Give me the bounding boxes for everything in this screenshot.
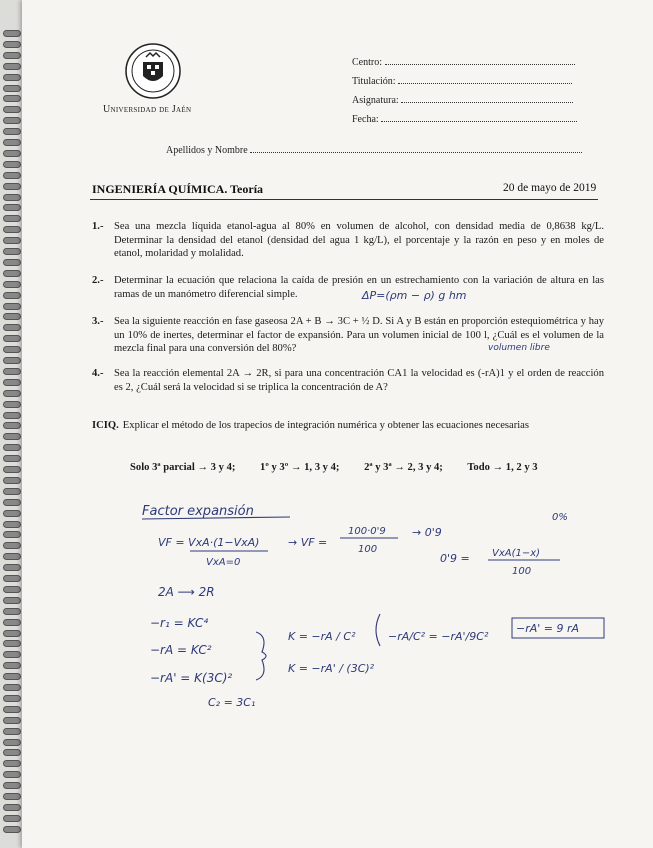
hand-eq2-left: 0'9 =: [440, 552, 470, 565]
spiral-ring: [3, 630, 21, 637]
centro-field[interactable]: [352, 56, 575, 68]
spiral-ring: [3, 760, 21, 767]
spiral-ring: [3, 521, 21, 528]
spiral-ring: [3, 510, 21, 517]
spiral-ring: [3, 106, 21, 113]
spiral-ring: [3, 346, 21, 353]
spiral-ring: [3, 30, 21, 37]
spiral-ring: [3, 651, 21, 658]
hand-eq1-den: VxA=0: [206, 557, 241, 568]
spiral-ring: [3, 728, 21, 735]
spiral-ring: [3, 706, 21, 713]
hand-reaction: 2A ⟶ 2R: [158, 585, 215, 599]
question-4: 4.- Sea la reacción elemental 2A → 2R, si para una concentración CA1 la velocidad es (-rA)1 y el orden de reacción es 2, ¿Cuál será la velocidad si se triplica la concentración de A?: [92, 368, 604, 393]
spiral-ring: [3, 684, 21, 691]
spiral-ring: [3, 771, 21, 778]
spiral-ring: [3, 433, 21, 440]
spiral-ring: [3, 619, 21, 626]
spiral-ring: [3, 237, 21, 244]
spiral-ring: [3, 717, 21, 724]
hand-eq1-mid: → VF =: [288, 536, 328, 549]
spiral-ring: [3, 455, 21, 462]
spiral-ring: [3, 739, 21, 746]
fecha-field[interactable]: [352, 113, 577, 125]
spiral-ring: [3, 477, 21, 484]
fecha-label: Fecha:: [352, 114, 379, 125]
spiral-ring: [3, 804, 21, 811]
option-third: Solo 3ª parcial → 3 y 4;: [130, 462, 236, 473]
spiral-binding: [0, 30, 22, 840]
asignatura-field[interactable]: [352, 94, 573, 106]
spiral-ring: [3, 74, 21, 81]
hand-rate2: −rA = KC²: [150, 643, 212, 657]
asignatura-label: Asignatura:: [352, 95, 399, 106]
spiral-ring: [3, 215, 21, 222]
spiral-ring: [3, 412, 21, 419]
spiral-ring: [3, 41, 21, 48]
spiral-ring: [3, 117, 21, 124]
question-3: 3.- Sea la siguiente reacción en fase gaseosa 2A + B → 3C + ½ D. Si A y B están en proporción estequiométrica y hay un 10% de inertes, determinar el factor de expansión. Para un volumen inicial de 100 l, ¿Cuál es el volumen de la mezcla final para una conversión del 80%?: [92, 316, 604, 354]
spiral-ring: [3, 139, 21, 146]
spiral-ring: [3, 150, 21, 157]
spiral-ring: [3, 815, 21, 822]
hand-rate1: −r₁ = KC⁴: [150, 616, 209, 630]
spiral-ring: [3, 673, 21, 680]
header-divider: [90, 199, 598, 200]
course-title: INGENIERÍA QUÍMICA. Teoría: [92, 182, 264, 196]
hand-eq1-pct: 0%: [552, 512, 568, 523]
hand-q2-note: ΔP=(ρm − ρ) g hm: [362, 289, 467, 302]
spiral-ring: [3, 542, 21, 549]
spiral-ring: [3, 553, 21, 560]
hand-eq1-left: VF = VxA·(1−VxA): [158, 536, 260, 549]
spiral-ring: [3, 390, 21, 397]
spiral-ring: [3, 95, 21, 102]
spiral-ring: [3, 85, 21, 92]
university-seal-icon: [124, 42, 182, 100]
hand-k2: K = −rA' / (3C)²: [288, 662, 375, 675]
spiral-ring: [3, 444, 21, 451]
spiral-ring: [3, 488, 21, 495]
spiral-ring: [3, 204, 21, 211]
option-first-third: 1º y 3º → 1, 3 y 4;: [260, 462, 340, 473]
name-field[interactable]: [166, 144, 582, 156]
exam-date: 20 de mayo de 2019: [503, 182, 597, 194]
spiral-ring: [3, 662, 21, 669]
hand-rate3: −rA' = K(3C)²: [150, 671, 233, 685]
hand-eq1-num: 100·0'9: [348, 526, 386, 537]
hand-c2: C₂ = 3C₁: [208, 696, 256, 709]
option-all: Todo → 1, 2 y 3: [467, 462, 538, 473]
spiral-ring: [3, 597, 21, 604]
spiral-ring: [3, 793, 21, 800]
spiral-ring: [3, 270, 21, 277]
spiral-ring: [3, 357, 21, 364]
hand-k1: K = −rA / C²: [288, 630, 356, 643]
hand-ratio: −rA/C² = −rA'/9C²: [388, 630, 489, 643]
spiral-ring: [3, 226, 21, 233]
spiral-ring: [3, 586, 21, 593]
hand-q3-note: volumen libre: [488, 343, 550, 353]
hand-eq1-right: → 0'9: [412, 526, 442, 539]
spiral-ring: [3, 564, 21, 571]
spiral-ring: [3, 161, 21, 168]
spiral-ring: [3, 194, 21, 201]
spiral-ring: [3, 324, 21, 331]
spiral-ring: [3, 303, 21, 310]
spiral-ring: [3, 335, 21, 342]
spiral-ring: [3, 466, 21, 473]
spiral-ring: [3, 695, 21, 702]
spiral-ring: [3, 128, 21, 135]
spiral-ring: [3, 379, 21, 386]
iciq-question: ICIQ. Explicar el método de los trapecios de integración numérica y obtener las ecuaciones necesarias: [92, 420, 530, 431]
option-second-third: 2ª y 3ª → 2, 3 y 4;: [364, 462, 443, 473]
titulacion-label: Titulación:: [352, 76, 396, 87]
spiral-ring: [3, 531, 21, 538]
spiral-ring: [3, 63, 21, 70]
spiral-ring: [3, 172, 21, 179]
spiral-ring: [3, 281, 21, 288]
spiral-ring: [3, 749, 21, 756]
question-2: 2.- Determinar la ecuación que relaciona la caída de presión en un estrechamiento con la variación de altura en las ramas de un manómetro diferencial simple.: [92, 275, 604, 300]
centro-label: Centro:: [352, 57, 382, 68]
hand-result: −rA' = 9 rA: [516, 622, 580, 635]
hand-title: Factor expansión: [142, 504, 254, 519]
spiral-ring: [3, 640, 21, 647]
name-label: Apellidos y Nombre: [166, 145, 248, 156]
spiral-ring: [3, 292, 21, 299]
spiral-ring: [3, 608, 21, 615]
spiral-ring: [3, 826, 21, 833]
hand-eq2-num: VxA(1−x): [492, 548, 541, 559]
spiral-ring: [3, 782, 21, 789]
university-name: Universidad de Jaén: [103, 104, 192, 115]
question-1: 1.- Sea una mezcla líquida etanol-agua al 80% en volumen de alcohol, con densidad media de 0,8638 kg/L. Determinar la densidad del etanol (densidad del agua 1 kg/L), el porcentaje y la razón en peso y en moles de etanol, molaridad y molalidad.: [92, 221, 604, 259]
hand-eq1-fden: 100: [358, 544, 378, 555]
spiral-ring: [3, 259, 21, 266]
spiral-ring: [3, 313, 21, 320]
grading-options: [130, 462, 560, 473]
spiral-ring: [3, 499, 21, 506]
spiral-ring: [3, 183, 21, 190]
spiral-ring: [3, 422, 21, 429]
spiral-ring: [3, 368, 21, 375]
spiral-ring: [3, 52, 21, 59]
titulacion-field[interactable]: [352, 75, 572, 87]
spiral-ring: [3, 575, 21, 582]
spiral-ring: [3, 401, 21, 408]
hand-eq2-den: 100: [512, 566, 532, 577]
spiral-ring: [3, 248, 21, 255]
